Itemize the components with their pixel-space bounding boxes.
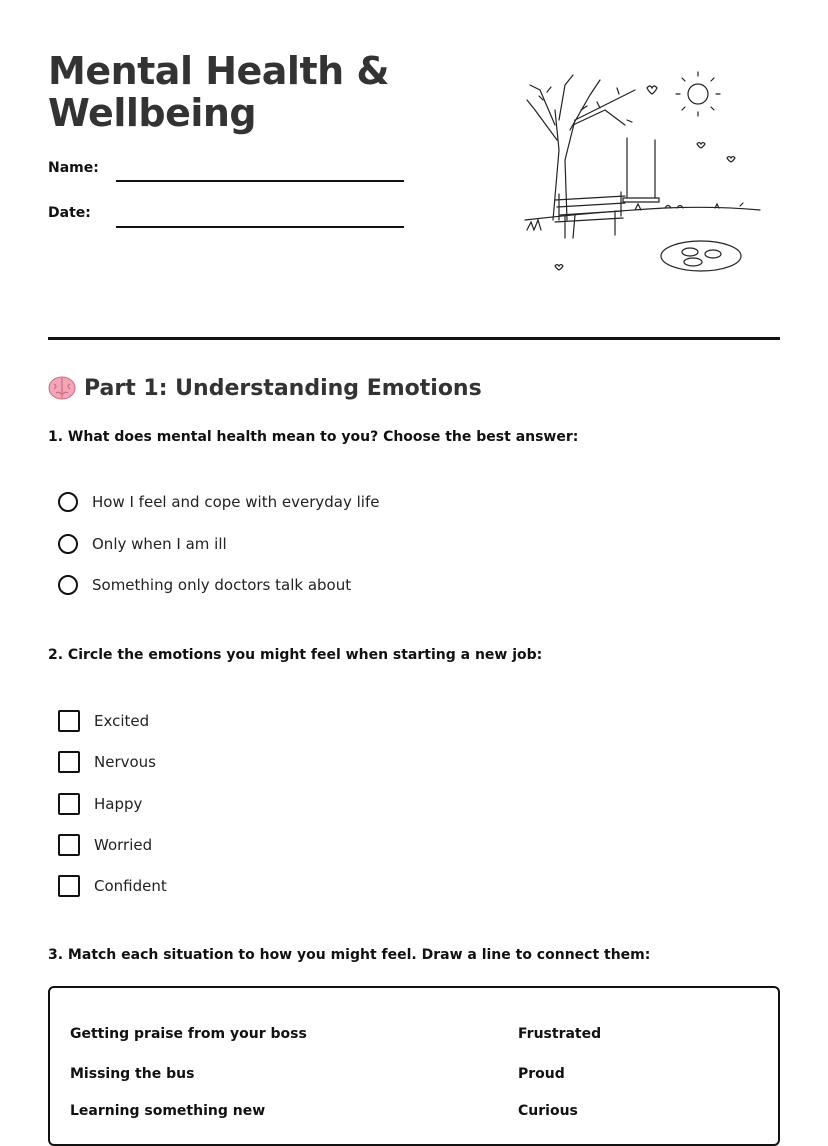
checkbox[interactable]: [58, 793, 80, 815]
brain-emoji-icon: [48, 374, 76, 402]
name-label: Name:: [48, 160, 99, 176]
section-divider: [48, 337, 780, 340]
checkbox[interactable]: [58, 834, 80, 856]
q2-option[interactable]: [58, 875, 167, 897]
q2-option-label: Nervous: [94, 753, 156, 771]
q1-option-label: How I feel and cope with everyday life: [92, 493, 380, 511]
q2-option-label: Excited: [94, 712, 150, 730]
park-scene-illustration: [515, 70, 765, 280]
q1-option[interactable]: [58, 492, 379, 512]
radio-button[interactable]: [58, 492, 78, 512]
page-title: [48, 50, 389, 134]
q2-option[interactable]: [58, 793, 142, 815]
situation-item[interactable]: Getting praise from your boss: [70, 1026, 307, 1042]
feeling-item[interactable]: Proud: [518, 1066, 565, 1082]
question-2: 2. Circle the emotions you might feel when starting a new job:: [48, 647, 543, 663]
radio-button[interactable]: [58, 575, 78, 595]
situation-item[interactable]: Missing the bus: [70, 1066, 195, 1082]
date-field[interactable]: [116, 226, 404, 228]
title-line-1: Mental Health &: [48, 49, 390, 93]
feeling-item[interactable]: Frustrated: [518, 1026, 602, 1042]
matching-box: [48, 986, 780, 1146]
radio-button[interactable]: [58, 534, 78, 554]
q2-option-label: Confident: [94, 877, 167, 895]
q2-option[interactable]: [58, 834, 152, 856]
q1-option-label: Only when I am ill: [92, 535, 227, 553]
name-field[interactable]: [116, 180, 404, 182]
part-1-heading-text: Part 1: Understanding Emotions: [84, 375, 482, 401]
title-line-2: Wellbeing: [48, 91, 257, 135]
q2-option[interactable]: [58, 710, 149, 732]
q2-option[interactable]: [58, 751, 156, 773]
feeling-item[interactable]: Curious: [518, 1103, 578, 1119]
checkbox[interactable]: [58, 875, 80, 897]
question-3: 3. Match each situation to how you might feel. Draw a line to connect them:: [48, 947, 651, 963]
checkbox[interactable]: [58, 710, 80, 732]
part-1-heading: [48, 374, 482, 402]
checkbox[interactable]: [58, 751, 80, 773]
q1-option[interactable]: [58, 534, 227, 554]
q1-option-label: Something only doctors talk about: [92, 576, 352, 594]
question-1: 1. What does mental health mean to you? Choose the best answer:: [48, 429, 579, 445]
date-label: Date:: [48, 205, 91, 221]
q1-option[interactable]: [58, 575, 351, 595]
q2-option-label: Worried: [94, 836, 153, 854]
q2-option-label: Happy: [94, 795, 143, 813]
situation-item[interactable]: Learning something new: [70, 1103, 266, 1119]
